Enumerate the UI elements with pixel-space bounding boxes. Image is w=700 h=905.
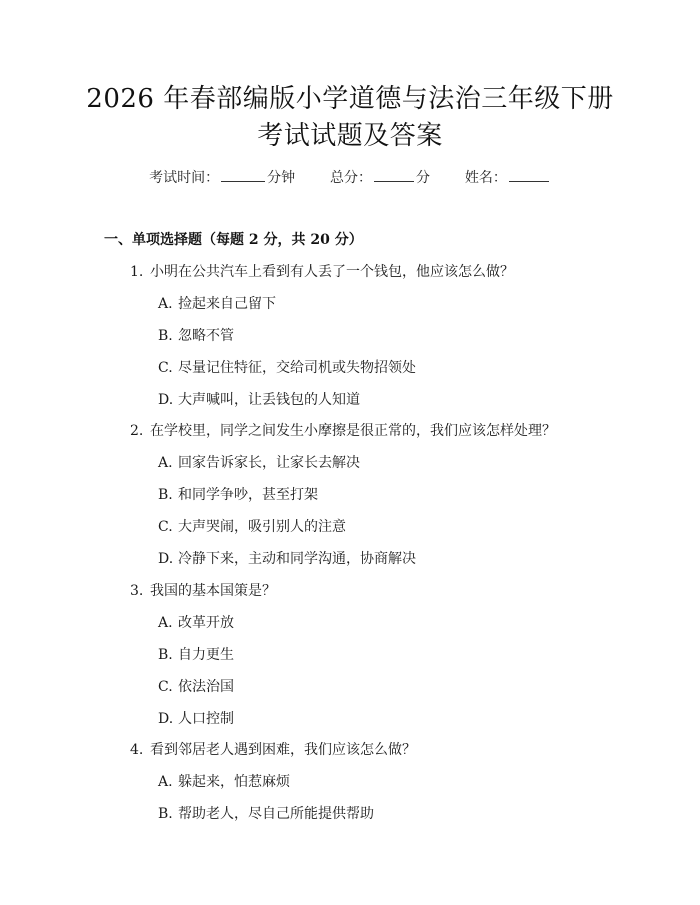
option-text: 改革开放 [178,615,234,631]
option-letter: D. [158,551,174,567]
exam-time-field [149,168,295,188]
page-title-line1: 2026 年春部编版小学道德与法治三年级下册 [86,84,614,114]
exam-time-label: 考试时间： [149,170,220,186]
option-1b [158,326,234,346]
question-3 [130,581,276,601]
option-1d [158,390,360,410]
total-score-unit: 分 [416,170,430,186]
question-2 [130,421,556,441]
option-text: 躲起来，怕惹麻烦 [178,774,290,790]
option-3d [158,709,234,729]
exam-time-unit: 分钟 [267,170,296,186]
option-text: 大声喊叫，让丢钱包的人知道 [178,392,360,408]
option-4b [158,804,374,824]
student-name-label: 姓名： [464,170,507,186]
question-number: 4. [130,742,144,758]
student-name-field [465,168,551,188]
option-letter: D. [158,392,174,408]
option-text: 大声哭闹，吸引别人的注意 [178,519,346,535]
option-3c [158,677,234,697]
option-letter: C. [158,360,173,376]
option-letter: B. [158,806,173,822]
question-text: 在学校里，同学之间发生小摩擦是很正常的，我们应该怎样处理？ [150,423,556,439]
option-letter: B. [158,647,173,663]
option-letter: C. [158,679,173,695]
total-score-field [330,168,430,188]
option-2c [158,517,346,537]
option-text: 人口控制 [178,711,234,727]
option-text: 依法治国 [178,679,234,695]
option-letter: C. [158,519,173,535]
option-2a [158,453,360,473]
question-number: 2. [130,423,144,439]
option-1c [158,358,416,378]
question-text: 我国的基本国策是？ [150,583,276,599]
option-text: 忽略不管 [178,328,234,344]
question-number: 3. [130,583,144,599]
option-letter: A. [158,615,173,631]
option-3a [158,613,234,633]
option-letter: D. [158,711,174,727]
option-text: 冷静下来，主动和同学沟通，协商解决 [178,551,416,567]
exam-time-blank [221,169,265,182]
option-text: 回家告诉家长，让家长去解决 [178,455,360,471]
option-letter: B. [158,328,173,344]
option-text: 和同学争吵，甚至打架 [178,487,318,503]
question-4 [130,740,416,760]
total-score-blank [374,169,414,182]
option-letter: A. [158,296,173,312]
question-text: 小明在公共汽车上看到有人丢了一个钱包，他应该怎么做？ [150,264,514,280]
option-text: 捡起来自己留下 [178,296,276,312]
option-text: 帮助老人，尽自己所能提供帮助 [178,806,374,822]
option-4a [158,772,290,792]
question-1 [130,262,514,282]
section-heading: 一、单项选择题（每题 2 分，共 20 分） [104,232,363,248]
total-score-label: 总分： [330,170,372,186]
option-letter: B. [158,487,173,503]
option-text: 尽量记住特征，交给司机或失物招领处 [178,360,416,376]
exam-info-line [0,168,700,188]
option-text: 自力更生 [178,647,234,663]
question-text: 看到邻居老人遇到困难，我们应该怎么做？ [150,742,416,758]
option-letter: A. [158,774,173,790]
student-name-blank [509,169,549,182]
option-letter: A. [158,455,173,471]
option-3b [158,645,234,665]
question-number: 1. [130,264,144,280]
option-1a [158,294,276,314]
option-2d [158,549,416,569]
page-title-line2: 考试试题及答案 [257,121,443,151]
option-2b [158,485,318,505]
